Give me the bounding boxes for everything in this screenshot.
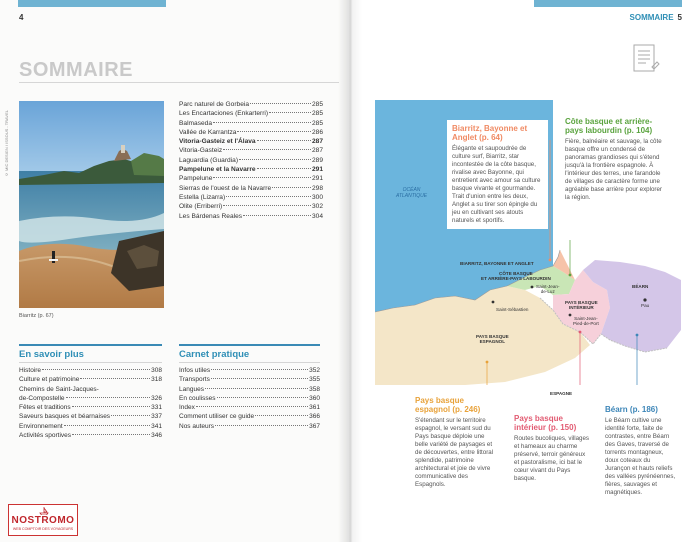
map-label-saint-jean-de-luz: Saint-Jean- de-Luz xyxy=(536,284,560,294)
toc-entry xyxy=(19,412,162,421)
map-label-pau: Pau xyxy=(641,303,650,308)
toc-entry-label: Olite (Erriberri) xyxy=(179,203,223,211)
top-bar xyxy=(18,0,166,7)
toc-entry xyxy=(19,431,162,440)
toc-entry-page: 366 xyxy=(309,413,320,421)
leader-dots xyxy=(257,140,311,141)
toc-entry-page: 300 xyxy=(311,193,323,201)
toc-entry-page: 308 xyxy=(151,367,162,374)
biarritz-photo xyxy=(19,101,164,308)
toc-entry-page: 326 xyxy=(151,394,162,402)
map-label-saint-sebastien: Saint-Sébastien xyxy=(496,307,529,312)
en-savoir-plus-list xyxy=(19,366,162,440)
toc-entry-label: Vitoria-Gasteiz et l'Álava xyxy=(179,138,256,146)
toc-entry-label: Balmaseda xyxy=(179,119,212,127)
photo-credit: © MIC DESIGN / ISSOUS - TRAVEL xyxy=(4,110,9,178)
toc-entry-label: Vitoria-Gasteiz xyxy=(179,147,223,155)
map-label-ocean: OCÉAN ATLANTIQUE xyxy=(396,187,428,199)
leader-dots xyxy=(226,196,311,197)
toc-entry-label: Estella (Lizarra) xyxy=(179,193,226,201)
toc-entry-page: 286 xyxy=(311,128,323,136)
leader-dots xyxy=(205,388,308,389)
toc-entry-label: Sierras de l'ouest de la Navarre xyxy=(179,184,272,192)
toc-entry xyxy=(19,394,162,403)
map-label-bearn: BÉARN xyxy=(632,284,649,289)
callout-cote-basque: Côte basque et arrière-pays labourdin (p. 104) Fière, balnéaire et sauvage, la côte basque offre un condensé de panoramas grandioses qui s'étend jusqu'à la frontière espagnole. À l'intérieur des terres, une farandole de villages de caractère forme une agréable base arrière pour explorer la région. xyxy=(560,113,672,206)
toc-entry-page: 289 xyxy=(311,156,323,164)
leader-dots xyxy=(72,434,150,435)
toc-entry-label: Parc naturel de Gorbeia xyxy=(179,101,250,108)
toc-entry-page: 318 xyxy=(151,376,162,384)
leader-dots xyxy=(239,159,311,160)
carnet-pratique-box xyxy=(179,344,320,431)
toc-entry-page: 358 xyxy=(309,385,320,393)
leader-dots xyxy=(213,177,311,178)
toc-entry-label: Les Bárdenas Reales xyxy=(179,212,243,220)
table-of-contents xyxy=(179,100,323,221)
leader-dots xyxy=(72,406,150,407)
carnet-pratique-heading: Carnet pratique xyxy=(179,349,250,360)
toc-entry-page: 331 xyxy=(151,404,162,412)
toc-entry xyxy=(179,422,320,431)
toc-entry-page: 291 xyxy=(311,166,323,174)
toc-entry xyxy=(179,385,320,394)
toc-entry xyxy=(179,137,323,146)
page-number: 4 xyxy=(19,13,24,22)
toc-entry-page: 291 xyxy=(311,175,323,183)
ship-icon xyxy=(39,507,49,515)
toc-entry xyxy=(179,184,323,193)
toc-entry xyxy=(19,403,162,412)
toc-entry xyxy=(179,128,323,137)
callout-bearn: Béarn (p. 186) Le Béarn cultive une identité forte, faite de contrastes, entre Béarn des Gaves, traversé de torrents montagneux, doux coteaux du Jurançon et hauts reliefs des vallées pyrénéennes, fières, sauvages et magnétiques. xyxy=(600,401,682,501)
toc-entry-label: Culture et patrimoine xyxy=(19,376,80,384)
toc-entry-page: 285 xyxy=(311,101,323,108)
toc-entry-label: Environnement xyxy=(19,422,63,430)
leader-dots xyxy=(196,406,308,407)
toc-entry xyxy=(179,119,323,128)
toc-entry-page: 361 xyxy=(309,404,320,412)
toc-entry xyxy=(179,403,320,412)
toc-entry-label: Chemins de Saint-Jacques- xyxy=(19,385,99,393)
toc-entry xyxy=(179,193,323,202)
toc-entry-page: 352 xyxy=(309,367,320,374)
leader-dots xyxy=(211,369,308,370)
toc-entry-page: 360 xyxy=(309,394,320,402)
toc-entry-label: Infos utiles xyxy=(179,367,211,374)
toc-entry-label: Les Encartaciones (Enkarterri) xyxy=(179,110,269,118)
toc-entry-page: 298 xyxy=(311,184,323,192)
leader-dots xyxy=(237,131,311,132)
toc-entry-label: Pampelune xyxy=(179,175,213,183)
toc-entry xyxy=(179,412,320,421)
map-label-saint-jean-pied: Saint-Jean- Pied-de-Port xyxy=(573,316,599,326)
toc-entry xyxy=(179,366,320,375)
toc-entry-label: de-Compostelle xyxy=(19,394,65,402)
leader-dots xyxy=(215,425,308,426)
leader-dots xyxy=(80,378,150,379)
toc-entry xyxy=(179,174,323,183)
toc-entry xyxy=(179,375,320,384)
toc-entry xyxy=(179,100,323,109)
page-title: SOMMAIRE xyxy=(19,59,133,81)
leader-dots xyxy=(213,122,311,123)
leader-dots xyxy=(217,397,309,398)
callout-pays-basque-interieur: Pays basque intérieur (p. 150) Routes bucoliques, villages et hameaux au charme préservé, terroir généreux et pastoralisme, ici bat le cœur vivant du Pays basque. xyxy=(509,410,597,487)
toc-entry xyxy=(19,375,162,384)
toc-entry-label: Histoire xyxy=(19,367,42,374)
document-list-icon xyxy=(630,43,660,75)
toc-entry-page: 287 xyxy=(311,147,323,155)
toc-entry-label: Laguardia (Guardia) xyxy=(179,156,239,164)
leader-dots xyxy=(42,369,150,370)
leader-dots xyxy=(111,415,150,416)
toc-entry xyxy=(19,385,162,394)
toc-entry-label: Fêtes et traditions xyxy=(19,404,71,412)
toc-entry-page: 367 xyxy=(309,422,320,430)
toc-entry-label: Activités sportives xyxy=(19,432,72,440)
leader-dots xyxy=(272,187,311,188)
running-header: SOMMAIRE 5 xyxy=(629,13,682,22)
toc-entry-label: Index xyxy=(179,404,195,412)
toc-entry xyxy=(19,422,162,431)
toc-entry xyxy=(179,212,323,221)
photo-caption: Biarritz (p. 67) xyxy=(19,313,54,319)
toc-entry-page: 355 xyxy=(309,376,320,384)
en-savoir-plus-box xyxy=(19,344,162,440)
title-divider xyxy=(19,82,339,83)
leader-dots xyxy=(211,378,308,379)
leader-dots xyxy=(223,205,311,206)
leader-dots xyxy=(243,215,311,216)
carnet-pratique-list xyxy=(179,366,320,431)
toc-entry-page: 285 xyxy=(311,119,323,127)
toc-entry xyxy=(179,109,323,118)
toc-entry xyxy=(179,156,323,165)
map-label-pays-basque-interieur: PAYS BASQUE INTÉRIEUR xyxy=(565,300,598,310)
leader-dots xyxy=(66,397,151,398)
map-label-pays-basque-espagnol: PAYS BASQUE ESPAGNOL xyxy=(476,334,509,344)
page-number: 5 xyxy=(677,13,682,22)
leader-dots xyxy=(223,149,311,150)
callout-biarritz: Biarritz, Bayonne et Anglet (p. 64) Élégante et saupoudrée de culture surf, Biarritz, star incontestée de la côte basque, rivalise avec Bayonne, qui entretient avec amour sa culture basque vivante et gourmande. Trait d'union entre les deux, Anglet a su tirer son épingle du jeu en cultivant ses atouts naturels et sportifs. xyxy=(447,120,548,229)
toc-entry xyxy=(179,146,323,155)
nostromo-logo: NOSTROMO WEB COMPTOIR DES VOYAGEURS xyxy=(8,504,78,536)
toc-entry-label: Pampelune et la Navarre xyxy=(179,166,256,174)
toc-entry-label: Saveurs basques et béarnaises xyxy=(19,413,111,421)
toc-entry xyxy=(179,165,323,174)
map-label-cote-basque: CÔTE BASQUE ET ARRIÈRE-PAYS LABOURDIN xyxy=(481,271,551,281)
leader-dots xyxy=(255,415,308,416)
top-bar xyxy=(534,0,682,7)
toc-entry-label: Transports xyxy=(179,376,210,384)
toc-entry xyxy=(179,394,320,403)
leader-dots xyxy=(257,168,311,169)
toc-entry xyxy=(179,202,323,211)
toc-entry-page: 346 xyxy=(151,432,162,440)
leader-dots xyxy=(64,425,150,426)
toc-entry-page: 285 xyxy=(311,110,323,118)
toc-entry-page: 302 xyxy=(311,203,323,211)
leader-dots xyxy=(250,103,311,104)
toc-entry-page: 304 xyxy=(311,212,323,220)
toc-entry-label: Comment utiliser ce guide xyxy=(179,413,255,421)
toc-entry-label: Nos auteurs xyxy=(179,422,215,430)
toc-entry-label: Vallée de Karrantza xyxy=(179,128,237,136)
leader-dots xyxy=(269,112,311,113)
toc-entry-page: 337 xyxy=(151,413,162,421)
map-label-biarritz: BIARRITZ, BAYONNE ET ANGLET xyxy=(460,261,534,266)
map-label-espagne: ESPAGNE xyxy=(550,391,573,396)
toc-entry-label: En coulisses xyxy=(179,394,216,402)
en-savoir-plus-heading: En savoir plus xyxy=(19,349,84,360)
toc-entry-label: Langues xyxy=(179,385,204,393)
toc-entry-page: 287 xyxy=(311,138,323,146)
toc-entry-page: 341 xyxy=(151,422,162,430)
toc-entry xyxy=(19,366,162,375)
callout-pays-basque-espagnol: Pays basque espagnol (p. 246) S'étendant sur le territoire espagnol, le versant sud du Pays basque déploie une belle variété de paysages et de découvertes, entre littoral splendide, patrimoine architectural et joie de vivre communicative des Espagnols. xyxy=(410,392,504,493)
